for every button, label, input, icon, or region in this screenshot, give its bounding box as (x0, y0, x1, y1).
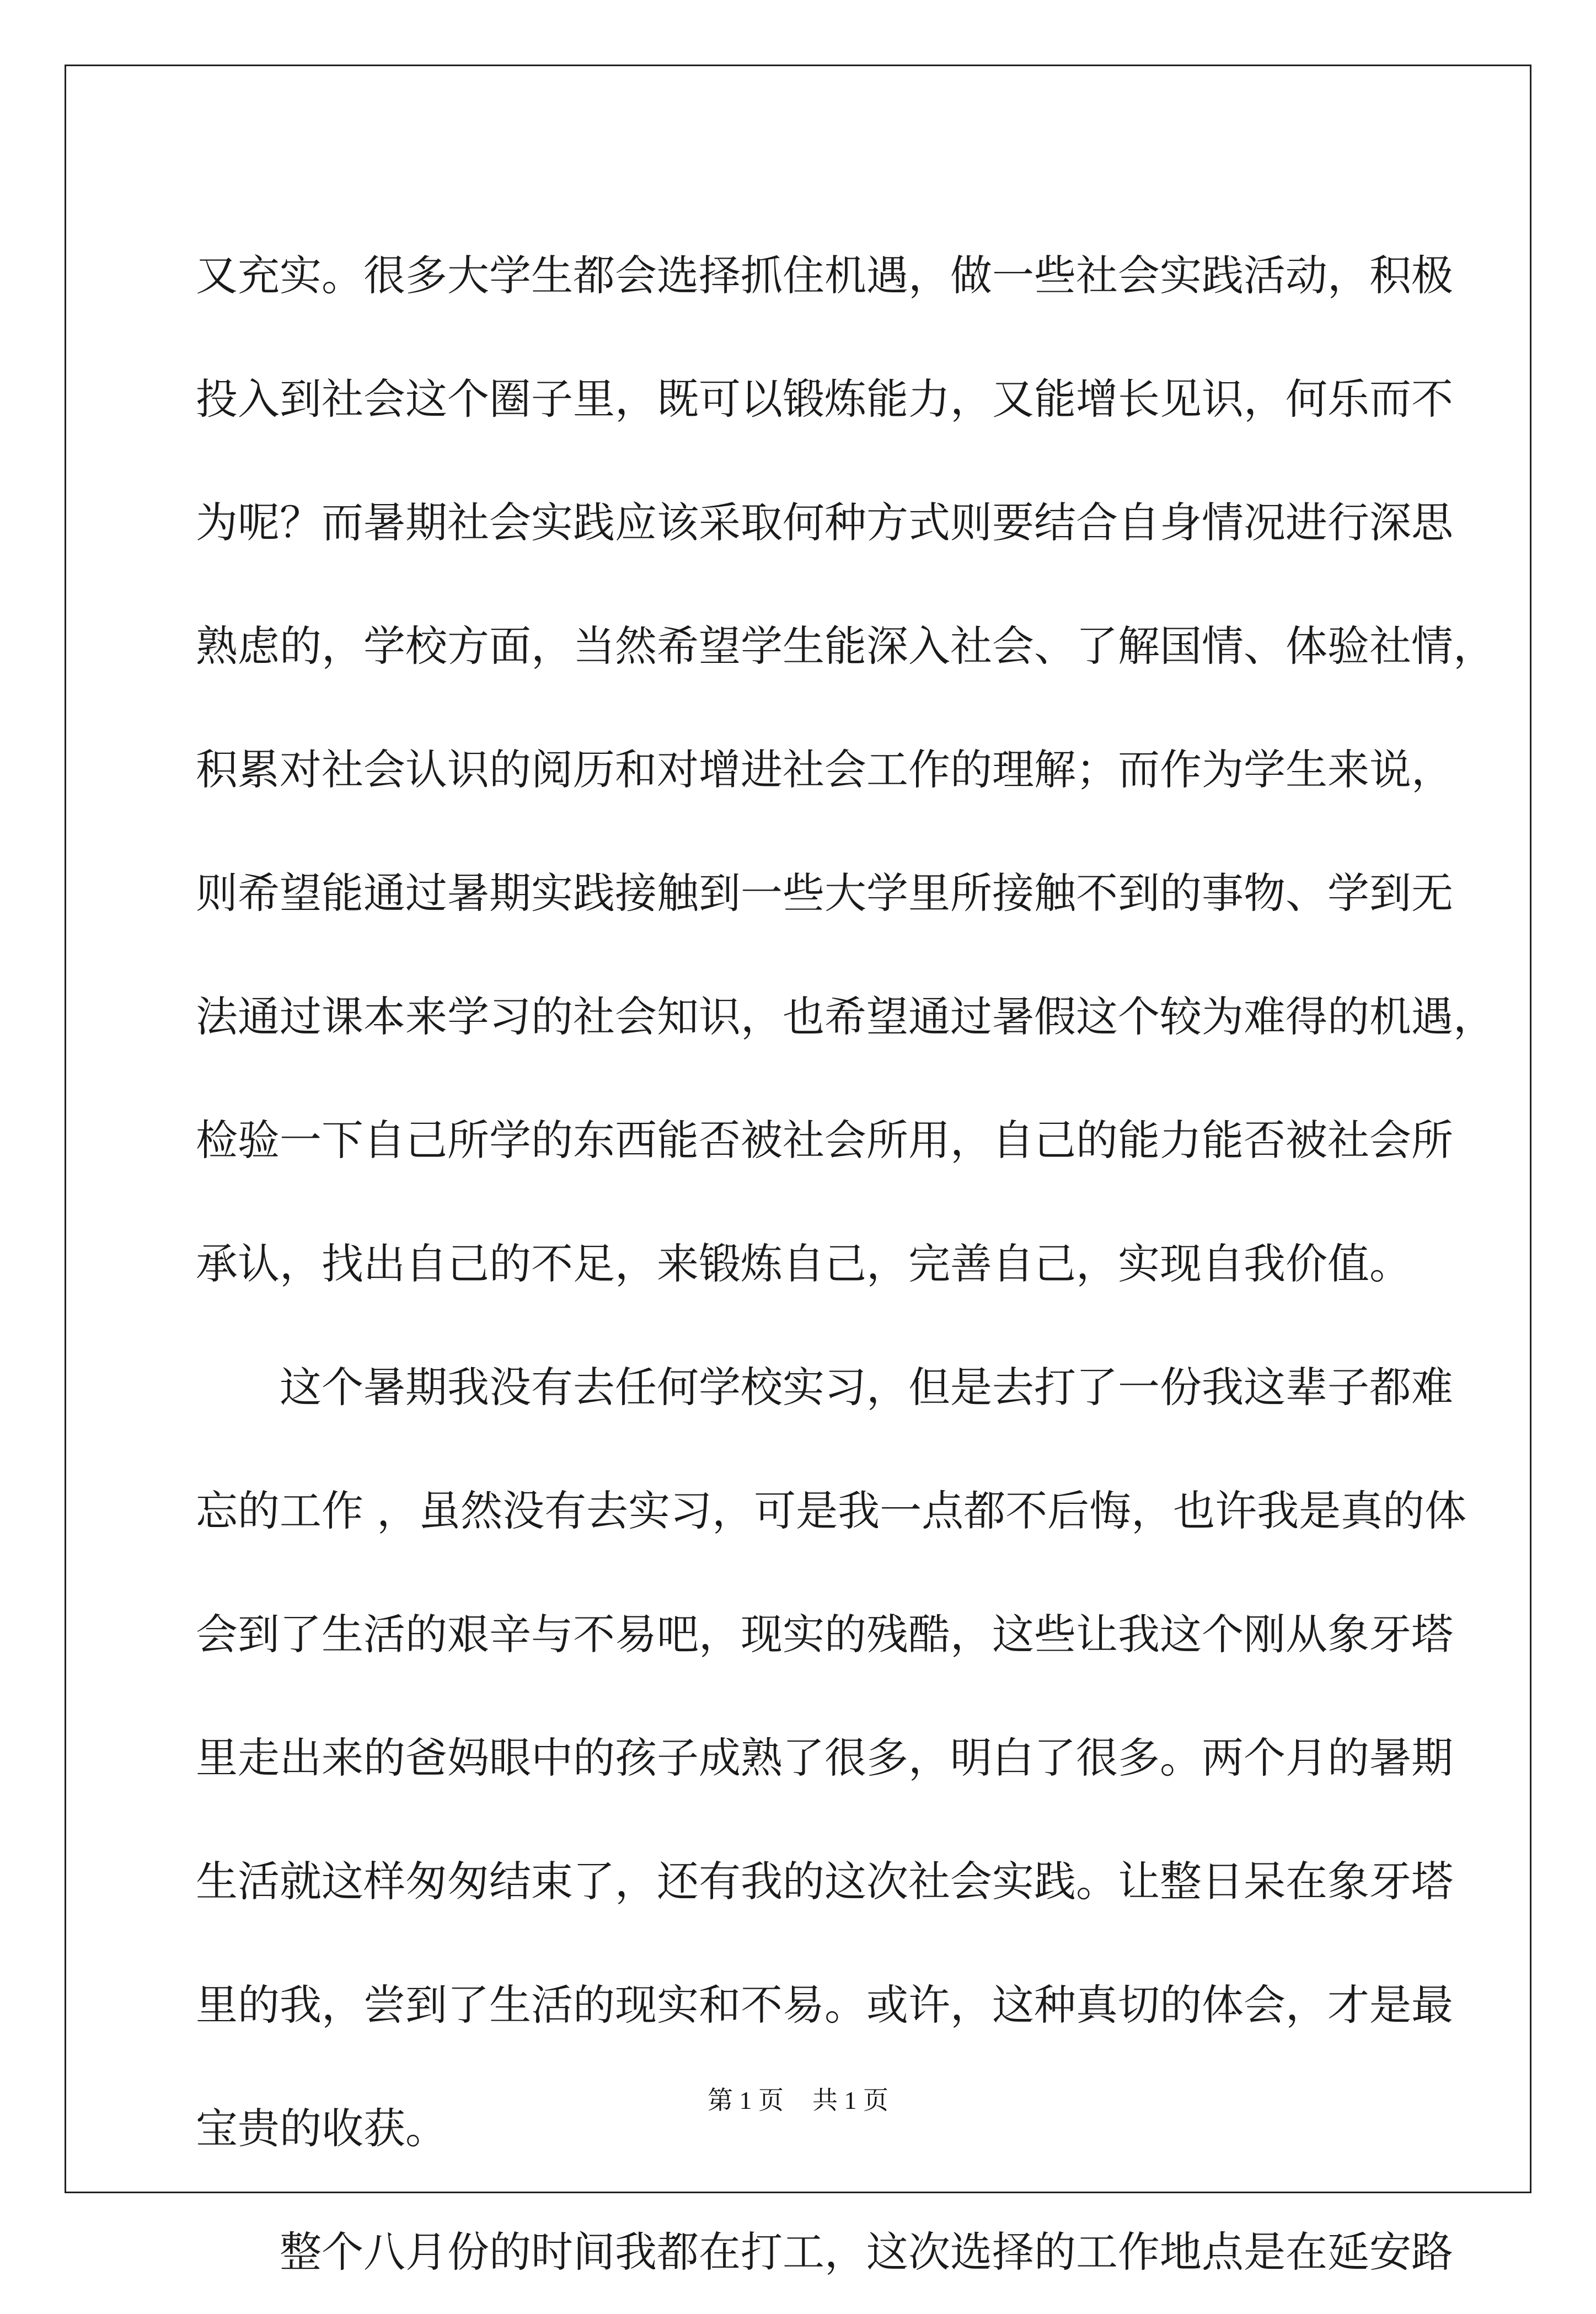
text-line: 会到了生活的艰辛与不易吧，现实的残酷，这些让我这个刚从象牙塔 (196, 1610, 1453, 1659)
page-total-label: 共 1 页 (812, 2086, 888, 2114)
text-line: 为呢？而暑期社会实践应该采取何种方式则要结合自身情况进行深思 (196, 498, 1453, 547)
text-line: 熟虑的，学校方面，当然希望学生能深入社会、了解国情、体验社情， (196, 622, 1495, 671)
text-line: 则希望能通过暑期实践接触到一些大学里所接触不到的事物、学到无 (196, 869, 1453, 918)
paragraph-start-line: 整个八月份的时间我都在打工，这次选择的工作地点是在延安路 (196, 2227, 1453, 2276)
text-line: 里的我，尝到了生活的现实和不易。或许，这种真切的体会，才是最 (196, 1980, 1453, 2029)
text-line: 里走出来的爸妈眼中的孩子成熟了很多，明白了很多。两个月的暑期 (196, 1733, 1453, 1782)
text-line: 又充实。很多大学生都会选择抓住机遇，做一些社会实践活动，积极 (196, 251, 1453, 300)
text-line: 积累对社会认识的阅历和对增进社会工作的理解；而作为学生来说， (196, 745, 1453, 794)
text-line: 检验一下自己所学的东西能否被社会所用，自己的能力能否被社会所 (196, 1116, 1453, 1165)
page-number-label: 第 1 页 (708, 2086, 784, 2114)
text-line: 忘的工作 ，虽然没有去实习，可是我一点都不后悔，也许我是真的体 (196, 1486, 1467, 1535)
text-line: 投入到社会这个圈子里，既可以锻炼能力，又能增长见识，何乐而不 (196, 374, 1453, 424)
text-line: 承认，找出自己的不足，来锻炼自己，完善自己，实现自我价值。 (196, 1239, 1411, 1288)
text-line: 宝贵的收获。 (196, 2104, 447, 2153)
text-line: 生活就这样匆匆结束了，还有我的这次社会实践。让整日呆在象牙塔 (196, 1857, 1453, 1906)
document-body (196, 214, 1495, 2314)
page-footer (0, 2080, 1596, 2117)
text-line: 法通过课本来学习的社会知识，也希望通过暑假这个较为难得的机遇， (196, 992, 1495, 1041)
paragraph-start-line: 这个暑期我没有去任何学校实习，但是去打了一份我这辈子都难 (196, 1363, 1453, 1412)
